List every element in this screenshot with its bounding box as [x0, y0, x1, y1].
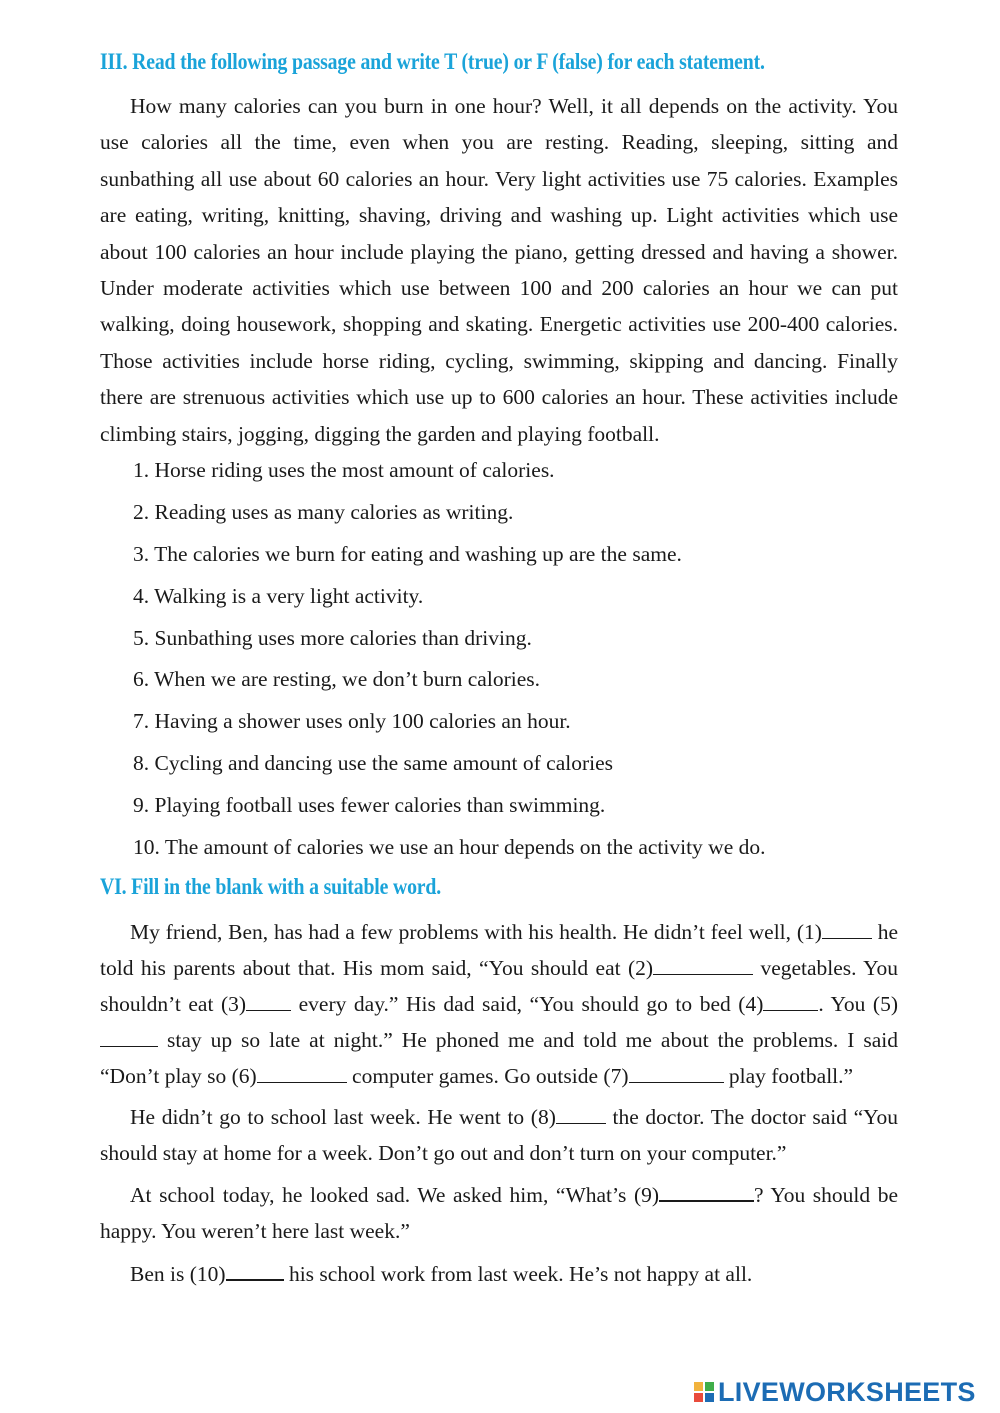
statement-number: 5. [133, 625, 150, 650]
blank-4[interactable] [763, 992, 818, 1011]
cloze-text: Ben is [130, 1262, 185, 1286]
statement-text: Reading uses as many calories as writing. [154, 499, 514, 524]
logo-square [705, 1382, 714, 1391]
blank-number: (4) [738, 992, 764, 1017]
cloze-paragraph-2 [100, 1099, 898, 1171]
statement-text: Horse riding uses the most amount of calories. [154, 458, 555, 482]
statement-item [133, 458, 766, 500]
cloze-text: stay up so late at night.” He phoned me and told me about the problems. I said “Don’t play so [100, 1028, 899, 1089]
blank-2[interactable] [653, 956, 753, 975]
section-6-heading: VI. Fill in the blank with a suitable word. [100, 874, 442, 899]
statement-number: 6. [133, 667, 150, 692]
blank-5[interactable] [100, 1028, 158, 1047]
blank-number: (8) [530, 1105, 556, 1129]
blank-number: (1) [796, 920, 822, 944]
blank-number: (7) [603, 1064, 629, 1089]
statement-text: When we are resting, we don’t burn calories. [154, 667, 540, 692]
statement-item [133, 793, 766, 835]
statement-item [133, 709, 766, 751]
statement-text: The amount of calories we use an hour depends on the activity we do. [164, 835, 766, 860]
blank-8[interactable] [556, 1105, 606, 1124]
logo-mark-icon [694, 1382, 714, 1402]
blank-7[interactable] [629, 1064, 724, 1083]
statement-item [133, 667, 766, 709]
statement-number: 9. [133, 793, 150, 818]
logo-square [694, 1393, 703, 1402]
cloze-text: He didn’t go to school last week. He went to [130, 1105, 525, 1129]
logo-square [705, 1393, 714, 1402]
statement-item [133, 500, 766, 542]
logo-text: LIVEWORKSHEETS [718, 1376, 976, 1407]
blank-10[interactable] [226, 1261, 284, 1281]
blank-1[interactable] [822, 920, 872, 939]
cloze-text: play football.” [728, 1064, 854, 1089]
statement-text: Cycling and dancing use the same amount of calories [154, 751, 614, 776]
blank-number: (2) [627, 956, 654, 981]
cloze-text: he told his parents about that. His mom said, “You should eat [100, 920, 899, 981]
cloze-text: the doctor. The doctor said “You should stay at home for a week. Don’t go out and don’t turn on your computer.” [100, 1105, 898, 1165]
statement-text: Playing football uses fewer calories than swimming. [154, 793, 606, 818]
statement-number: 4. [133, 583, 150, 608]
liveworksheets-logo[interactable] [694, 1377, 976, 1407]
cloze-text: My friend, Ben, has had a few problems with his health. He didn’t feel well, [130, 920, 792, 944]
statement-text: Having a shower uses only 100 calories an hour. [154, 709, 571, 734]
statement-item [133, 835, 766, 877]
blank-number: (6) [231, 1064, 257, 1089]
cloze-text: his school work from last week. He’s not happy at all. [288, 1262, 753, 1286]
blank-number: (3) [220, 992, 247, 1017]
statement-item [133, 542, 766, 584]
statement-item [133, 584, 766, 626]
cloze-paragraph-3 [100, 1177, 898, 1249]
cloze-text: . You [818, 992, 866, 1017]
statement-item [133, 626, 766, 668]
reading-passage: How many calories can you burn in one hour? Well, it all depends on the activity. You use calories all the time, even when you are resting. Reading, sleeping, sitting and sunbathing all use about 60 calories an hour. Very light activities use 75 calories. Examples are eating, writing, knitting, shaving, driving and washing up. Light activities which use about 100 calories an hour include playing the piano, getting dressed and having a shower. Under moderate activities which use between 100 and 200 calories an hour we can put walking, doing housework, shopping and skating. Energetic activities use 200-400 calories. Those activities include horse riding, cycling, swimming, skipping and dancing. Finally there are strenuous activities which use up to 600 calories an hour. These activities include climbing stairs, jogging, digging the garden and playing football. [100, 94, 898, 446]
cloze-text: every day.” His dad said, “You should go to bed [298, 992, 731, 1017]
statement-number: 3. [133, 541, 150, 566]
blank-9[interactable] [659, 1182, 754, 1202]
blank-3[interactable] [246, 992, 291, 1011]
statement-number: 10. [133, 835, 160, 860]
statement-number: 2. [133, 499, 150, 524]
cloze-text: vegetables. You shouldn’t eat [100, 956, 898, 1017]
cloze-text: ? You should be happy. You weren’t here last week.” [100, 1183, 898, 1243]
statement-list [133, 458, 766, 877]
statement-number: 7. [133, 709, 150, 734]
cloze-text: At school today, he looked sad. We asked him, “What’s [130, 1183, 627, 1207]
blank-number: (10) [189, 1262, 226, 1286]
section-3-heading: III. Read the following passage and write T (true) or F (false) for each statement. [100, 49, 765, 74]
logo-square [694, 1382, 703, 1391]
blank-number: (5) [872, 992, 898, 1017]
cloze-paragraph-4 [100, 1256, 898, 1292]
statement-number: 1. [133, 458, 150, 482]
statement-number: 8. [133, 751, 150, 776]
statement-text: Walking is a very light activity. [154, 583, 424, 608]
blank-number: (9) [633, 1183, 660, 1207]
cloze-text: computer games. Go outside [352, 1064, 599, 1089]
statement-text: The calories we burn for eating and washing up are the same. [154, 541, 682, 566]
blank-6[interactable] [257, 1064, 347, 1083]
cloze-paragraph-1 [100, 914, 898, 1094]
statement-text: Sunbathing uses more calories than driving. [154, 625, 532, 650]
statement-item [133, 751, 766, 793]
